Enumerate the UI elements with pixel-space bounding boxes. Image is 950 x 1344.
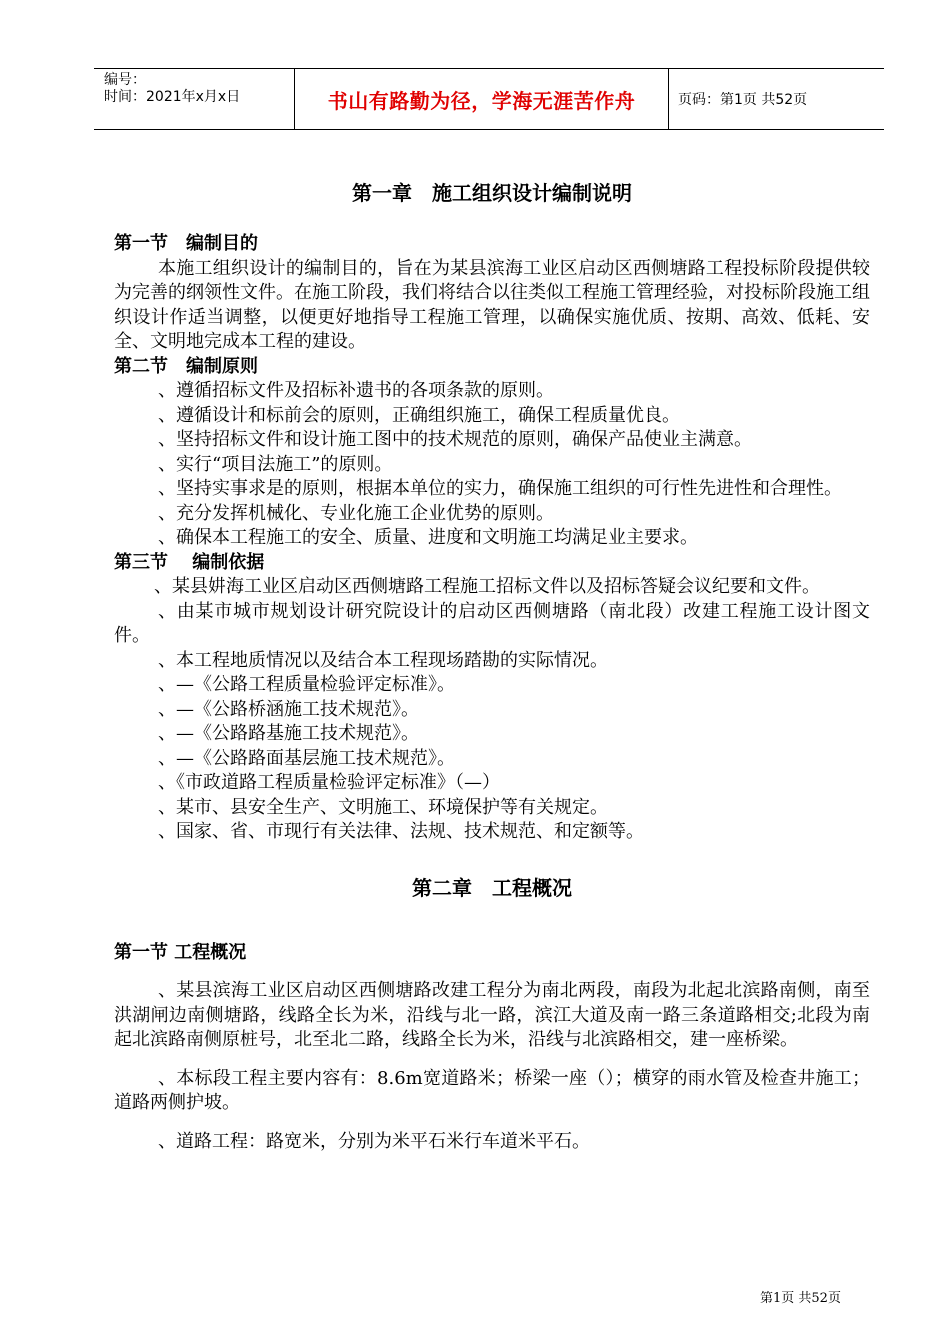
section-title: 第一节 工程概况 [114, 941, 247, 963]
list-item: 、充分发挥机械化、专业化施工企业优势的原则。 [158, 502, 554, 524]
list-item: 、—《公路路面基层施工技术规范》。 [158, 747, 455, 769]
chapter-1-title: 第一章 施工组织设计编制说明 [352, 181, 632, 205]
header-page-number: 页码：第1页 共52页 [678, 92, 808, 108]
list-item: 、坚持实事求是的原则，根据本单位的实力，确保施工组织的可行性先进性和合理性。 [158, 478, 842, 499]
list-item: 、由某市城市规划设计研究院设计的启动区西侧塘路（南北段）改建工程施工设计图文件。 [114, 600, 870, 646]
section-title: 第一节 编制目的 [114, 233, 258, 254]
header-meta [94, 69, 294, 129]
list-item: 、某县滨海工业区启动区西侧塘路改建工程分为南北两段，南段为北起北滨路南侧，南至洪湖闸边南侧塘路，线路全长为米，沿线与北一路，滨江大道及南一路三条道路相交;北段为南起北滨路南侧原桩号，北至北二路，线路全长为米，沿线与北滨路相交，建一座桥梁。 [114, 980, 870, 1050]
chapter-2-title: 第二章 工程概况 [412, 875, 572, 900]
page-header [94, 68, 884, 130]
list-item: 、—《公路工程质量检验评定标准》。 [158, 674, 455, 695]
header-page-cell [668, 69, 884, 129]
list-item: 、本工程地质情况以及结合本工程现场踏勘的实际情况。 [158, 649, 608, 671]
footer-page-number: 第1页 共52页 [760, 1291, 841, 1306]
list-item: 、遵循招标文件及招标补遗书的各项条款的原则。 [158, 380, 554, 401]
header-motto: 书山有路勤为径，学海无涯苦作舟 [327, 88, 636, 113]
header-motto-cell [294, 69, 669, 129]
list-item: 、遵循设计和标前会的原则，正确组织施工，确保工程质量优良。 [158, 404, 680, 426]
list-item: 、实行“项目法施工”的原则。 [158, 453, 393, 475]
document-body [114, 176, 870, 1154]
list-item: 、—《公路路基施工技术规范》。 [158, 723, 419, 744]
list-item: 、道路工程：路宽米，分别为米平石米行车道米平石。 [158, 1130, 590, 1152]
list-item: 、国家、省、市现行有关法律、法规、技术规范、和定额等。 [158, 821, 644, 842]
list-item: 、确保本工程施工的安全、质量、进度和文明施工均满足业主要求。 [158, 527, 698, 548]
list-item: 、本标段工程主要内容有：8.6m宽道路米；桥梁一座（）；横穿的雨水管及检查井施工；道路两侧护坡。 [114, 1067, 870, 1113]
doc-date: 时间：2021年x月x日 [104, 89, 241, 105]
paragraph: 本施工组织设计的编制目的，旨在为某县滨海工业区启动区西侧塘路工程投标阶段提供较为完善的纲领性文件。在施工阶段，我们将结合以往类似工程施工管理经验，对投标阶段施工组织设计作适当调整，以便更好地指导工程施工管理，以确保实施优质、按期、高效、低耗、安全、文明地完成本工程的建设。 [114, 257, 870, 352]
list-item: 、坚持招标文件和设计施工图中的技术规范的原则，确保产品使业主满意。 [158, 429, 752, 450]
list-item: 、某县妌海工业区启动区西侧塘路工程施工招标文件以及招标答疑会议纪要和文件。 [154, 576, 820, 597]
list-item: 、《市政道路工程质量检验评定标准》（—） [158, 772, 500, 793]
list-item: 、某市、县安全生产、文明施工、环境保护等有关规定。 [158, 796, 608, 818]
section-title: 第二节 编制原则 [114, 355, 258, 377]
doc-number-label: 编号： [104, 72, 146, 88]
list-item: 、—《公路桥涵施工技术规范》。 [158, 698, 419, 720]
section-title: 第三节 编制依据 [114, 551, 265, 573]
